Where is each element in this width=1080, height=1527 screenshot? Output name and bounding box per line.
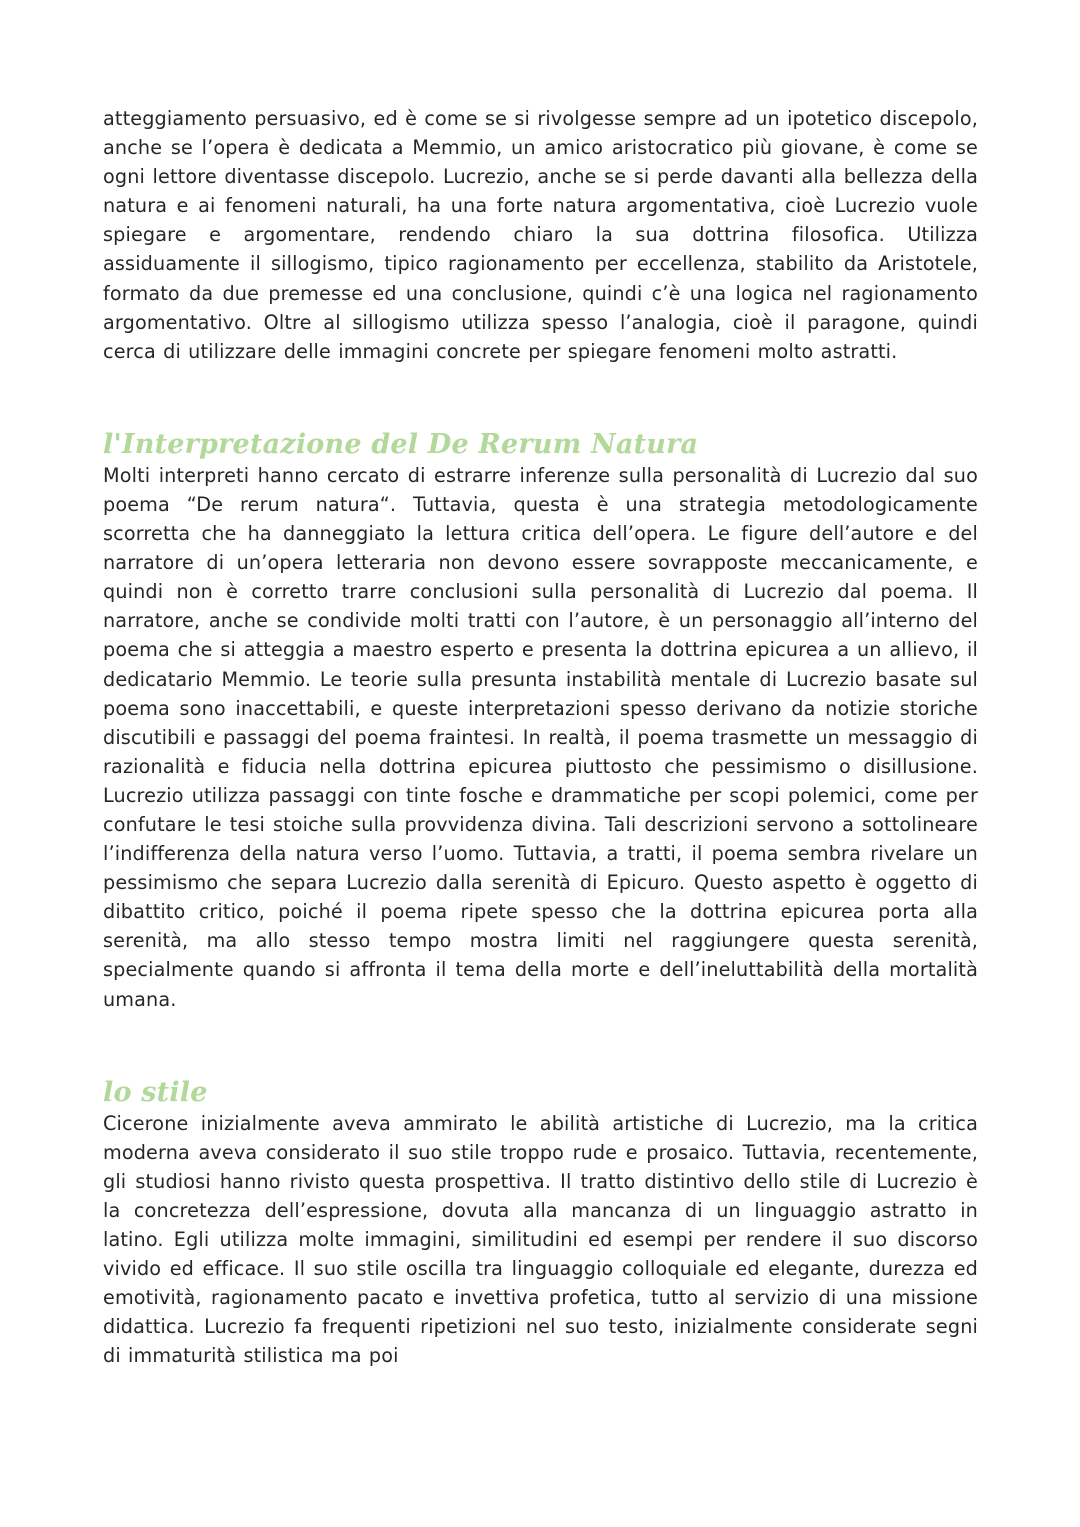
document-page	[103, 104, 978, 1370]
section-heading-stile: lo stile	[103, 1076, 208, 1108]
interpretazione-paragraph: Molti interpreti hanno cercato di estrarre inferenze sulla personalità di Lucrezio dal suo poema “De rerum natura“. Tuttavia, questa è una strategia metodologicamente scorretta che ha danneggiato la lettura critica dell’opera. Le figure dell’autore e del narratore di un’opera letteraria non devono essere sovrapposte meccanicamente, e quindi non è corretto trarre conclusioni sulla personalità di Lucrezio dal poema. Il narratore, anche se condivide molti tratti con l’autore, è un personaggio all’interno del poema che si atteggia a maestro esperto e presenta la dottrina epicurea a un allievo, il dedicatario Memmio. Le teorie sulla presunta instabilità mentale di Lucrezio basate sul poema sono inaccettabili, e queste interpretazioni spesso derivano da notizie storiche discutibili e passaggi del poema fraintesi. In realtà, il poema trasmette un messaggio di razionalità e fiducia nella dottrina epicurea piuttosto che pessimismo o disillusione. Lucrezio utilizza passaggi con tinte fosche e drammatiche per scopi polemici, come per confutare le tesi stoiche sulla provvidenza divina. Tali descrizioni servono a sottolineare l’indifferenza della natura verso l’uomo. Tuttavia, a tratti, il poema sembra rivelare un pessimismo che separa Lucrezio dalla serenità di Epicuro. Questo aspetto è oggetto di dibattito critico, poiché il poema ripete spesso che la dottrina epicurea porta alla serenità, ma allo stesso tempo mostra limiti nel raggiungere questa serenità, specialmente quando si affronta il tema della morte e dell’ineluttabilità della mortalità umana.	[103, 463, 978, 1011]
section-heading-interpretazione: l'Interpretazione del De Rerum Natura	[103, 428, 699, 460]
stile-paragraph: Cicerone inizialmente aveva ammirato le abilità artistiche di Lucrezio, ma la critica moderna aveva considerato il suo stile troppo rude e prosaico. Tuttavia, recentemente, gli studiosi hanno rivisto questa prospettiva. Il tratto distintivo dello stile di Lucrezio è la concretezza dell’espressione, dovuta alla mancanza di un linguaggio astratto in latino. Egli utilizza molte immagini, similitudini ed esempi per rendere il suo discorso vivido ed efficace. Il suo stile oscilla tra linguaggio colloquiale ed elegante, durezza ed emotività, ragionamento pacato e invettiva profetica, tutto al servizio di una missione didattica. Lucrezio fa frequenti ripetizioni nel suo testo, inizialmente considerate segni di immaturità stilistica ma poi	[103, 1111, 978, 1368]
intro-paragraph: atteggiamento persuasivo, ed è come se si rivolgesse sempre ad un ipotetico discepolo, anche se l’opera è dedicata a Memmio, un amico aristocratico più giovane, è come se ogni lettore diventasse discepolo. Lucrezio, anche se si perde davanti alla bellezza della natura e ai fenomeni naturali, ha una forte natura argomentativa, cioè Lucrezio vuole spiegare e argomentare, rendendo chiaro la sua dottrina filosofica. Utilizza assiduamente il sillogismo, tipico ragionamento per eccellenza, stabilito da Aristotele, formato da due premesse ed una conclusione, quindi c’è una logica nel ragionamento argomentativo. Oltre al sillogismo utilizza spesso l’analogia, cioè il paragone, quindi cerca di utilizzare delle immagini concrete per spiegare fenomeni molto astratti.	[103, 107, 978, 363]
